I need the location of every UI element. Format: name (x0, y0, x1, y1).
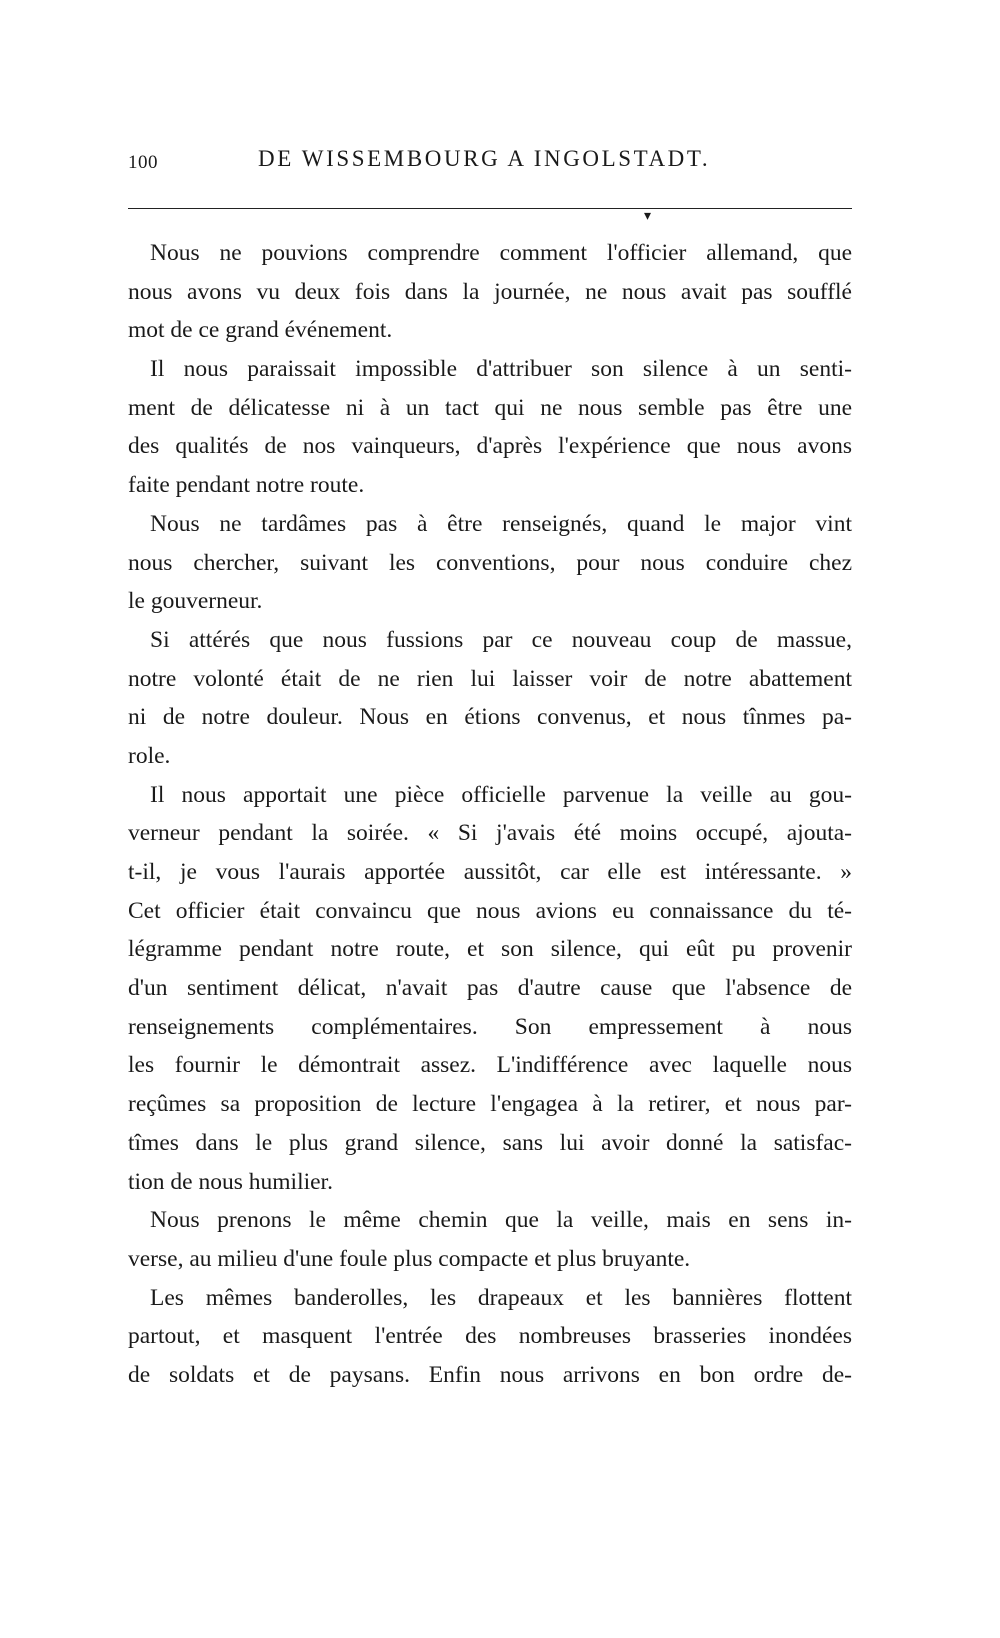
text-line: tion de nous humilier. (128, 1168, 333, 1195)
text-line: mot de ce grand événement. (128, 317, 393, 344)
text-line: des qualités de nos vainqueurs, d'après l'expérience que nous avons (128, 433, 852, 460)
text-line: verse, au milieu d'une foule plus compacte et plus bruyante. (128, 1245, 691, 1272)
page-number: 100 (128, 152, 158, 173)
text-line: Nous ne tardâmes pas à être renseignés, quand le major vint (150, 510, 852, 537)
text-line: légramme pendant notre route, et son silence, qui eût pu provenir (128, 936, 852, 963)
text-line: reçûmes sa proposition de lecture l'engagea à la retirer, et nous par- (128, 1091, 852, 1118)
print-mark: ▾ (644, 209, 652, 224)
text-line: ni de notre douleur. Nous en étions convenus, et nous tînmes pa- (128, 704, 852, 731)
paragraph (128, 234, 852, 350)
text-line: t-il, je vous l'aurais apportée aussitôt, car elle est intéressante. » (128, 859, 852, 885)
paragraph (128, 776, 852, 1202)
text-line: Cet officier était convaincu que nous avions eu connaissance du té- (128, 897, 852, 924)
text-line: tîmes dans le plus grand silence, sans lui avoir donné la satisfac- (128, 1129, 852, 1156)
text-line: d'un sentiment délicat, n'avait pas d'autre cause que l'absence de (128, 975, 852, 1002)
running-title: DE WISSEMBOURG A INGOLSTADT. (258, 146, 711, 171)
text-line: Nous prenons le même chemin que la veille, mais en sens in- (150, 1207, 852, 1234)
text-line: faite pendant notre route. (128, 472, 365, 499)
text-line: Si attérés que nous fussions par ce nouveau coup de massue, (150, 626, 852, 653)
paragraph (128, 1279, 852, 1395)
text-line: ment de délicatesse ni à un tact qui ne nous semble pas être une (128, 394, 852, 421)
text-line: role. (128, 742, 171, 769)
text-line: Il nous apportait une pièce officielle parvenue la veille au gou- (150, 781, 852, 808)
text-line: Nous ne pouvions comprendre comment l'officier allemand, que (150, 240, 852, 266)
text-line: Les mêmes banderolles, les drapeaux et les bannières flottent (150, 1284, 852, 1311)
text-line: nous chercher, suivant les conventions, pour nous conduire chez (128, 549, 852, 576)
running-head (128, 146, 850, 176)
text-line: les fournir le démontrait assez. L'indifférence avec laquelle nous (128, 1052, 852, 1079)
paragraph (128, 350, 852, 505)
body-text (128, 234, 852, 1395)
text-line: de soldats et de paysans. Enfin nous arrivons en bon ordre de- (128, 1361, 852, 1388)
text-line: le gouverneur. (128, 588, 263, 615)
text-line: renseignements complémentaires. Son empressement à nous (128, 1013, 852, 1040)
text-line: nous avons vu deux fois dans la journée, ne nous avait pas soufflé (128, 278, 852, 305)
paragraph (128, 1201, 852, 1278)
text-line: partout, et masquent l'entrée des nombreuses brasseries inondées (128, 1323, 852, 1350)
text-line: notre volonté était de ne rien lui laisser voir de notre abattement (128, 665, 852, 692)
text-line: Il nous paraissait impossible d'attribuer son silence à un senti- (150, 356, 852, 383)
paragraph (128, 621, 852, 776)
header-rule (128, 208, 852, 209)
text-line: verneur pendant la soirée. « Si j'avais été moins occupé, ajouta- (128, 820, 852, 847)
paragraph (128, 505, 852, 621)
